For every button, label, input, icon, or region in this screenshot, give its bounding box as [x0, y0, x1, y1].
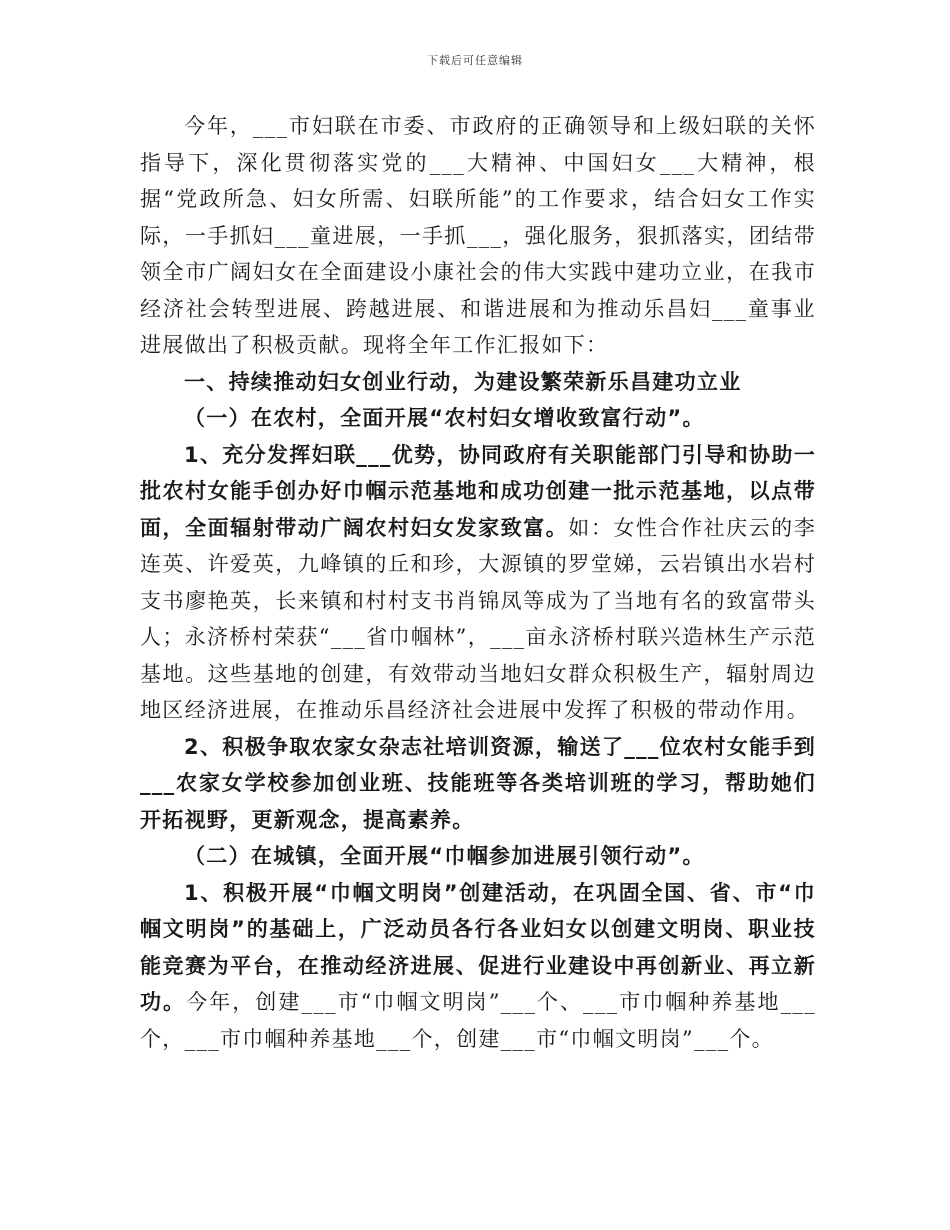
item-1-normal-text: 如：女性合作社庆云的李连英、许爱英，九峰镇的丘和珍，大源镇的罗堂娣，云岩镇出水岩村支书廖艳英，长来镇和村村支书肖锦凤等成为了当地有名的致富带头人；永济桥村荣获“___省巾帼林”，___亩永济桥村联兴造林生产示范基地。这些基地的创建，有效带动当地妇女群众积极生产，辐射周边地区经济进展，在推动乐昌经济社会进展中发挥了积极的带动作用。 — [140, 515, 816, 722]
item-1-bold-text: 1、充分发挥妇联___优势，协同政府有关职能部门引导和协助一批农村女能手创办好巾帼示范基地和成功创建一批示范基地，以点带面，全面辐射带动广阔农村妇女发家致富。 — [140, 442, 816, 540]
item-3-normal-text: 今年，创建___市“巾帼文明岗”___个、___市巾帼种养基地___个，___市巾帼种养基地___个，创建___市“巾帼文明岗”___个。 — [140, 990, 816, 1051]
section-heading: 一、持续推动妇女创业行动，为建设繁荣新乐昌建功立业 — [184, 369, 742, 394]
item-paragraph-2: 2、积极争取农家女杂志社培训资源，输送了___位农村女能手到___农家女学校参加创业班、技能班等各类培训班的学习，帮助她们开拓视野，更新观念，提高素养。 — [140, 734, 816, 832]
item-paragraph-3 — [140, 875, 816, 1058]
header-note: 下载后可任意编辑 — [427, 54, 523, 67]
item-paragraph-1 — [140, 437, 816, 729]
document-body — [140, 108, 816, 1057]
item-3-bold-text: 1、积极开展“巾帼文明岗”创建活动，在巩固全国、省、市“巾帼文明岗”的基础上，广泛动员各行各业妇女以创建文明岗、职业技能竞赛为平台，在推动经济进展、促进行业建设中再创新业、再立新功。 — [140, 880, 816, 1014]
subsection-heading-rural: （一）在农村，全面开展“农村妇女增收致富行动”。 — [184, 406, 705, 430]
subsection-heading-urban: （二）在城镇，全面开展“巾帼参加进展引领行动”。 — [184, 844, 705, 868]
intro-paragraph: 今年，___市妇联在市委、市政府的正确领导和上级妇联的关怀指导下，深化贯彻落实党的___大精神、中国妇女___大精神，根据“党政所急、妇女所需、妇联所能”的工作要求，结合妇女工作实际，一手抓妇___童进展，一手抓___，强化服务，狠抓落实，团结带领全市广阔妇女在全面建设小康社会的伟大实践中建功立业，在我市经济社会转型进展、跨越进展、和谐进展和为推动乐昌妇___童事业进展做出了积极贡献。现将全年工作汇报如下： — [140, 114, 816, 357]
